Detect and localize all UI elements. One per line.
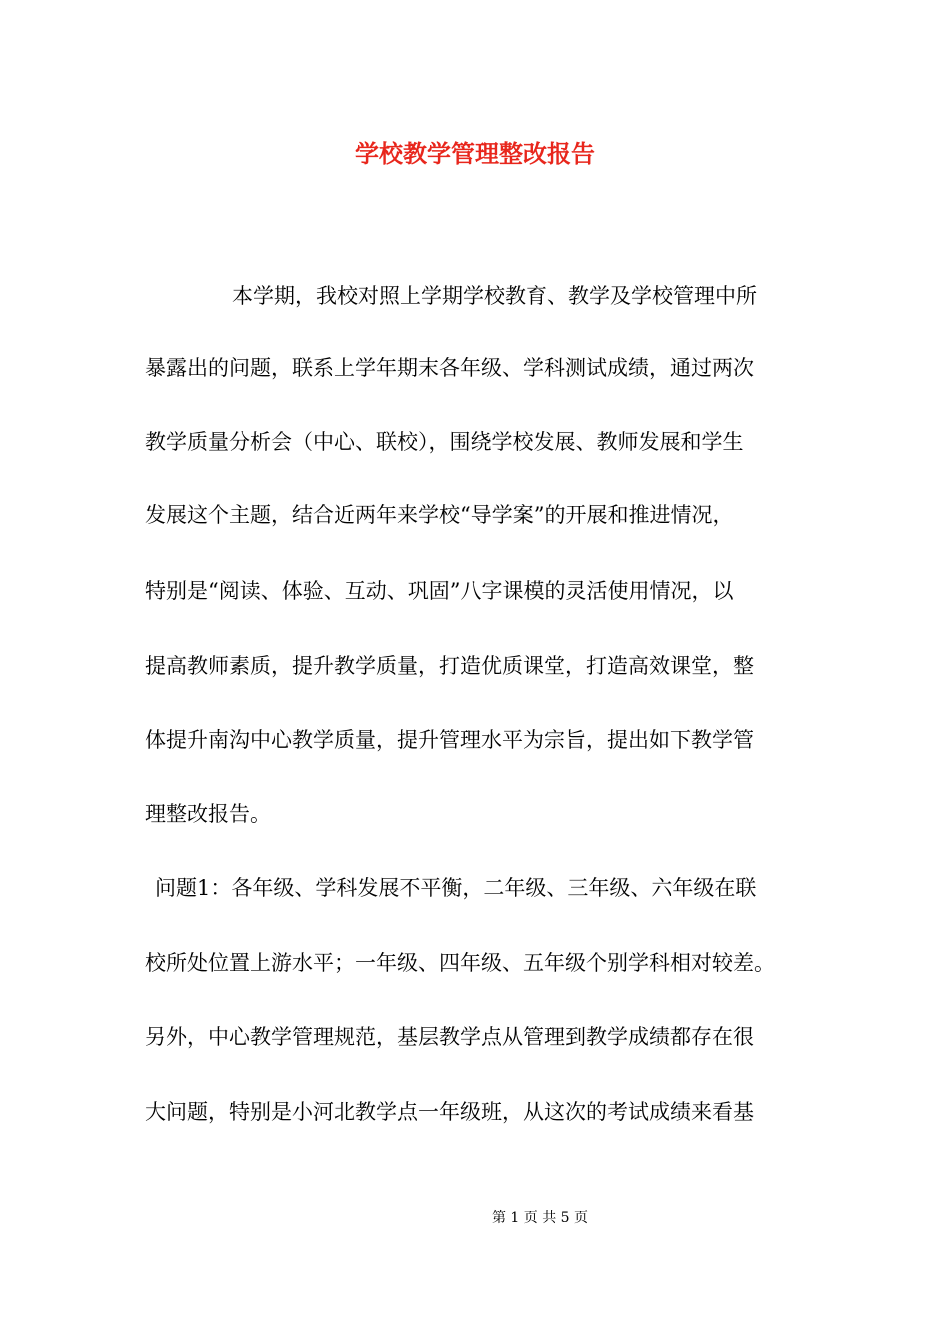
paragraph-line: 体提升南沟中心教学质量，提升管理水平为宗旨，提出如下教学管 (145, 728, 754, 752)
document-title: 学校教学管理整改报告 (355, 139, 595, 168)
paragraph-line: 问题1：各年级、学科发展不平衡，二年级、三年级、六年级在联 (155, 876, 757, 900)
paragraph-line: 特别是“阅读、体验、互动、巩固”八字课模的灵活使用情况，以 (145, 579, 734, 603)
paragraph-line: 校所处位置上游水平；一年级、四年级、五年级个别学科相对较差。 (145, 951, 775, 975)
paragraph-line: 暴露出的问题，联系上学年期末各年级、学科测试成绩，通过两次 (145, 356, 754, 380)
paragraph-line: 本学期，我校对照上学期学校教育、教学及学校管理中所 (232, 284, 757, 308)
paragraph-line: 大问题，特别是小河北教学点一年级班，从这次的考试成绩来看基 (145, 1100, 754, 1124)
paragraph-line: 理整改报告。 (145, 802, 271, 826)
paragraph-line: 另外，中心教学管理规范，基层教学点从管理到教学成绩都存在很 (145, 1025, 754, 1049)
paragraph-line: 发展这个主题，结合近两年来学校“导学案”的开展和推进情况， (145, 503, 734, 527)
page-number: 第 1 页 共 5 页 (491, 1210, 589, 1226)
paragraph-line: 教学质量分析会（中心、联校），围绕学校发展、教师发展和学生 (145, 430, 744, 454)
paragraph-line: 提高教师素质，提升教学质量，打造优质课堂，打造高效课堂，整 (145, 654, 754, 678)
